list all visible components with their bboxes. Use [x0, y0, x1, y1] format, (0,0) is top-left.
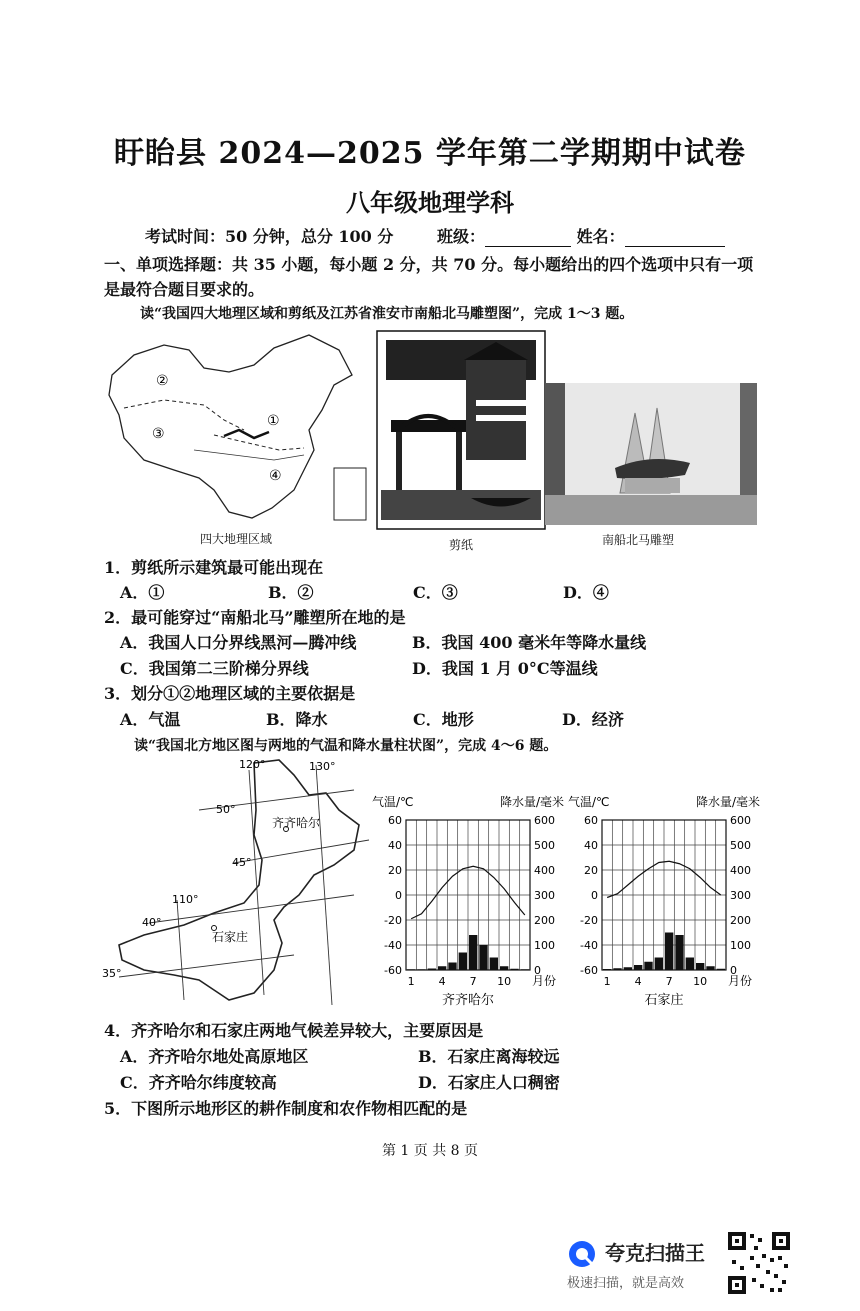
lat-35-label: 35° [102, 967, 122, 980]
temperature-tick-label: 60 [388, 814, 402, 827]
precipitation-bar [479, 945, 487, 970]
q3-option-d: D．经济 [562, 710, 624, 729]
qinling-mountain-line [224, 430, 269, 438]
temperature-axis-title: 气温/℃ [372, 795, 414, 809]
qiqihar-climate-chart [372, 790, 564, 1012]
region-label-3: ③ [152, 426, 165, 442]
name-blank [625, 246, 725, 247]
q3-option-b: B．降水 [266, 710, 328, 729]
q2-option-a: A．我国人口分界线黑河—腾冲线 [120, 633, 357, 652]
precipitation-bar [448, 963, 456, 971]
lat-40-label: 40° [142, 916, 162, 929]
temperature-tick-label: -20 [384, 914, 402, 927]
exam-subtitle: 八年级地理学科 [346, 188, 514, 217]
temperature-tick-label: 0 [591, 889, 598, 902]
precipitation-tick-label: 0 [730, 964, 737, 977]
month-tick-label: 1 [407, 975, 415, 988]
q3-option-a: A．气温 [120, 710, 181, 729]
precipitation-bar [686, 958, 694, 971]
precipitation-tick-label: 400 [730, 864, 751, 877]
temperature-tick-label: -20 [580, 914, 598, 927]
class-label: 班级： [436, 227, 485, 246]
precipitation-tick-label: 400 [534, 864, 555, 877]
month-tick-label: 4 [438, 975, 446, 988]
precipitation-tick-label: 600 [534, 814, 555, 827]
q4-option-c: C．齐齐哈尔纬度较高 [120, 1073, 277, 1092]
q1-option-c: C．③ [413, 583, 458, 602]
lat-45-label: 45° [232, 856, 252, 869]
precipitation-bar [417, 969, 425, 970]
region-label-2: ② [156, 373, 169, 389]
precipitation-tick-label: 300 [534, 889, 555, 902]
lon-130-label: 130° [309, 760, 336, 773]
temperature-tick-label: 20 [584, 864, 598, 877]
temperature-tick-label: -60 [580, 964, 598, 977]
precipitation-bar [675, 935, 683, 970]
qr-code-icon [726, 1230, 792, 1296]
month-axis-title: 月份 [728, 974, 753, 988]
precipitation-tick-label: 200 [534, 914, 555, 927]
month-tick-label: 7 [469, 975, 477, 988]
precipitation-bar [603, 969, 611, 970]
shijiazhuang-climate-chart [568, 790, 760, 1012]
precipitation-bar [500, 966, 508, 970]
temperature-tick-label: 20 [388, 864, 402, 877]
temperature-tick-label: -60 [384, 964, 402, 977]
precipitation-tick-label: 600 [730, 814, 751, 827]
temperature-tick-label: 0 [395, 889, 402, 902]
precipitation-bar [624, 967, 632, 970]
north-china-map [104, 755, 374, 1010]
q4-option-a: A．齐齐哈尔地处高原地区 [120, 1047, 309, 1066]
q1-option-b: B．② [268, 583, 314, 602]
shijiazhuang-label: 石家庄 [212, 930, 249, 944]
region-boundary-north [124, 400, 244, 430]
question-5-stem: 5．下图所示地形区的耕作制度和农作物相匹配的是 [104, 1099, 468, 1118]
quark-logo-icon [567, 1239, 597, 1269]
precipitation-bar [521, 969, 529, 970]
region-label-1: ① [267, 413, 280, 429]
precipitation-bar [490, 958, 498, 971]
precipitation-bar [665, 933, 673, 971]
class-blank [485, 246, 571, 247]
map-caption: 四大地理区域 [200, 532, 273, 546]
china-regions-map [104, 330, 374, 530]
temperature-axis-title: 气温/℃ [568, 795, 610, 809]
temperature-tick-label: -40 [384, 939, 402, 952]
watermark-slogan: 极速扫描，就是高效 [567, 1276, 685, 1291]
name-label: 姓名： [576, 227, 625, 246]
watermark-brand: 夸克扫描王 [605, 1241, 705, 1265]
precipitation-tick-label: 100 [730, 939, 751, 952]
question-1-stem: 1．剪纸所示建筑最可能出现在 [104, 558, 324, 577]
precipitation-bar [459, 953, 467, 971]
q4-option-b: B．石家庄离海较远 [418, 1047, 560, 1066]
precipitation-axis-title: 降水量/毫米 [695, 795, 760, 809]
precipitation-tick-label: 100 [534, 939, 555, 952]
lat-50-label: 50° [216, 803, 236, 816]
papercut-image [376, 330, 546, 530]
question-4-stem: 4．齐齐哈尔和石家庄两地气候差异较大，主要原因是 [104, 1021, 484, 1040]
month-tick-label: 7 [665, 975, 673, 988]
temperature-tick-label: -40 [580, 939, 598, 952]
precipitation-tick-label: 0 [534, 964, 541, 977]
precipitation-tick-label: 300 [730, 889, 751, 902]
precipitation-bar [469, 935, 477, 970]
exam-title: 盱眙县 2024—2025 学年第二学期期中试卷 [114, 136, 746, 171]
month-tick-label: 10 [693, 975, 708, 988]
q1-option-a: A．① [120, 583, 165, 602]
q2-option-c: C．我国第二三阶梯分界线 [120, 659, 309, 678]
chart-title: 齐齐哈尔 [441, 993, 495, 1008]
papercut-caption: 剪纸 [449, 538, 474, 552]
exam-info-line [145, 224, 725, 247]
south-sea-inset [334, 468, 366, 520]
q3-option-c: C．地形 [413, 710, 474, 729]
precipitation-bar [706, 966, 714, 970]
question-3-stem: 3．划分①②地理区域的主要依据是 [104, 684, 356, 703]
month-tick-label: 4 [634, 975, 642, 988]
precipitation-bar [717, 969, 725, 970]
q2-option-d: D．我国 1 月 0°C等温线 [412, 659, 598, 678]
precipitation-bar [510, 969, 518, 970]
precipitation-axis-title: 降水量/毫米 [499, 795, 564, 809]
exam-duration: 考试时间：50 分钟，总分 100 分 [145, 227, 394, 246]
north-region-outline [119, 760, 359, 1000]
precipitation-bar [696, 963, 704, 970]
temperature-tick-label: 60 [584, 814, 598, 827]
sculpture-caption: 南船北马雕塑 [602, 533, 675, 547]
china-outline [109, 335, 352, 518]
precipitation-bar [438, 966, 446, 970]
lon-120-label: 120° [239, 758, 266, 771]
sculpture-photo [545, 383, 757, 525]
precipitation-bar [613, 968, 621, 970]
scanner-watermark [567, 1235, 717, 1295]
group1-intro: 读“我国四大地理区域和剪纸及江苏省淮安市南船北马雕塑图”，完成 1～3 题。 [140, 306, 634, 322]
q2-option-b: B．我国 400 毫米年等降水量线 [412, 633, 647, 652]
chart-title: 石家庄 [644, 993, 684, 1008]
precipitation-bar [634, 965, 642, 970]
qiqihar-label: 齐齐哈尔 [272, 816, 321, 830]
precipitation-tick-label: 200 [730, 914, 751, 927]
month-axis-title: 月份 [532, 974, 557, 988]
temperature-tick-label: 40 [388, 839, 402, 852]
precipitation-bar [407, 969, 415, 970]
precipitation-tick-label: 500 [730, 839, 751, 852]
precipitation-tick-label: 500 [534, 839, 555, 852]
precipitation-bar [428, 969, 436, 971]
q4-option-d: D．石家庄人口稠密 [418, 1073, 560, 1092]
month-tick-label: 1 [603, 975, 611, 988]
page-number: 第 1 页 共 8 页 [381, 1143, 479, 1159]
temperature-tick-label: 40 [584, 839, 598, 852]
group2-intro: 读“我国北方地区图与两地的气温和降水量柱状图”，完成 4～6 题。 [134, 738, 558, 754]
precipitation-bar [644, 962, 652, 970]
section1-heading-line1: 一、单项选择题：共 35 小题，每小题 2 分，共 70 分。每小题给出的四个选项中只有一项 [104, 255, 754, 274]
region-label-4: ④ [269, 468, 282, 484]
lon-110-label: 110° [172, 893, 199, 906]
month-tick-label: 10 [497, 975, 512, 988]
river-line [194, 450, 304, 460]
section1-heading-line2: 是最符合题目要求的。 [104, 280, 265, 299]
q1-option-d: D．④ [563, 583, 609, 602]
precipitation-bar [655, 958, 663, 971]
question-2-stem: 2．最可能穿过“南船北马”雕塑所在地的是 [104, 608, 406, 627]
